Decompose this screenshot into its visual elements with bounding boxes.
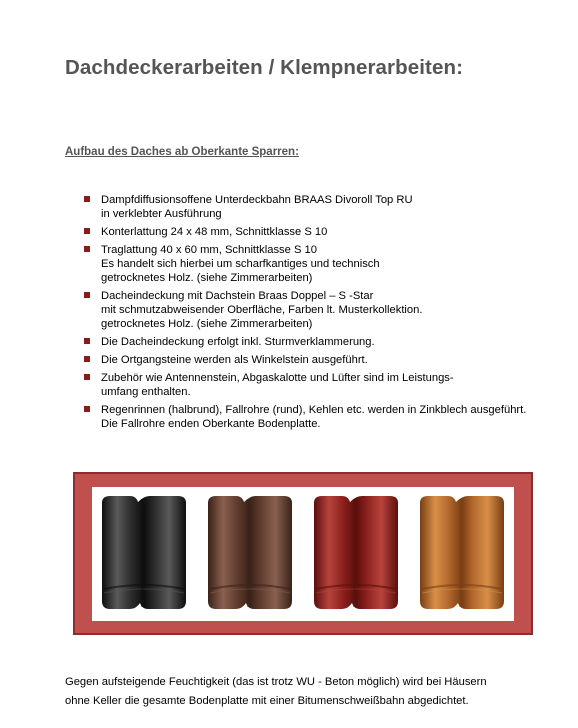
roof-tile-sample-panel xyxy=(92,487,514,621)
list-item-text: Die Fallrohre enden Oberkante Bodenplatte. xyxy=(101,418,321,430)
list-item-text: Traglattung 40 x 60 mm, Schnittklasse S 10 xyxy=(101,244,317,256)
list-item-text: getrocknetes Holz. (siehe Zimmerarbeiten) xyxy=(101,318,313,330)
list-item-text: Die Dacheindeckung erfolgt inkl. Sturmverklammerung. xyxy=(101,336,375,348)
section-heading: Aufbau des Daches ab Oberkante Sparren: xyxy=(65,146,299,158)
list-item-text: Regenrinnen (halbrund), Fallrohre (rund), Kehlen etc. werden in Zinkblech ausgeführt. xyxy=(101,404,527,416)
list-item-text: Konterlattung 24 x 48 mm, Schnittklasse S 10 xyxy=(101,226,328,238)
square-bullet-icon xyxy=(84,246,90,252)
list-item xyxy=(84,243,564,285)
list-item xyxy=(84,335,564,349)
square-bullet-icon xyxy=(84,338,90,344)
list-item xyxy=(84,371,564,399)
specification-list xyxy=(84,193,564,435)
list-item-text: Es handelt sich hierbei um scharfkantiges und technisch xyxy=(101,258,380,270)
list-item-text: umfang enthalten. xyxy=(101,386,191,398)
list-item-text: Zubehör wie Antennenstein, Abgaskalotte und Lüfter sind im Leistungs- xyxy=(101,372,454,384)
footer-line: ohne Keller die gesamte Bodenplatte mit einer Bitumenschweißbahn abgedichtet. xyxy=(65,695,469,707)
square-bullet-icon xyxy=(84,406,90,412)
orange-roof-tile xyxy=(414,493,510,613)
list-item-text: mit schmutzabweisender Oberfläche, Farben lt. Musterkollektion. xyxy=(101,304,423,316)
list-item xyxy=(84,403,564,431)
brown-roof-tile xyxy=(202,493,298,613)
list-item-text: getrocknetes Holz. (siehe Zimmerarbeiten) xyxy=(101,272,313,284)
red-roof-tile xyxy=(308,493,404,613)
page-title: Dachdeckerarbeiten / Klempnerarbeiten: xyxy=(65,56,463,79)
square-bullet-icon xyxy=(84,356,90,362)
list-item xyxy=(84,289,564,331)
black-roof-tile xyxy=(96,493,192,613)
list-item xyxy=(84,193,564,221)
list-item xyxy=(84,353,564,367)
list-item-text: in verklebter Ausführung xyxy=(101,208,222,220)
square-bullet-icon xyxy=(84,196,90,202)
list-item xyxy=(84,225,564,239)
list-item-text: Die Ortgangsteine werden als Winkelstein ausgeführt. xyxy=(101,354,368,366)
square-bullet-icon xyxy=(84,228,90,234)
footer-line: Gegen aufsteigende Feuchtigkeit (das ist trotz WU - Beton möglich) wird bei Häusern xyxy=(65,676,487,688)
list-item-text: Dacheindeckung mit Dachstein Braas Doppel – S -Star xyxy=(101,290,374,302)
square-bullet-icon xyxy=(84,292,90,298)
footer-note xyxy=(65,673,565,711)
list-item-text: Dampfdiffusionsoffene Unterdeckbahn BRAAS Divoroll Top RU xyxy=(101,194,413,206)
square-bullet-icon xyxy=(84,374,90,380)
roof-tile-sample-frame xyxy=(73,472,533,635)
